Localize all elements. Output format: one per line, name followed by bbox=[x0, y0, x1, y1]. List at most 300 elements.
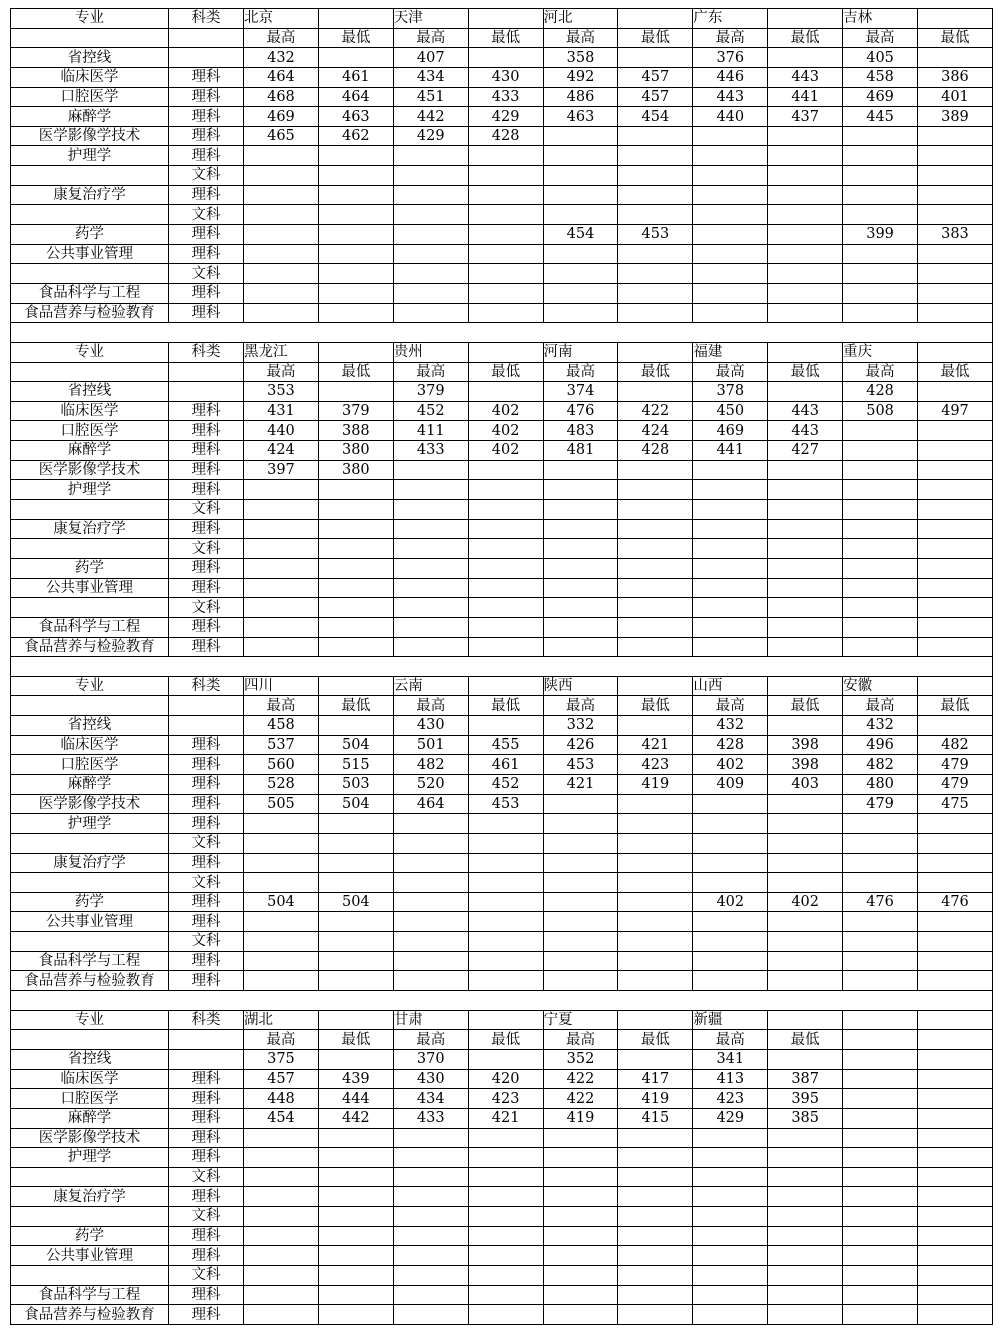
high-header: 最高 bbox=[543, 362, 618, 382]
score-cell bbox=[768, 126, 843, 146]
score-cell: 453 bbox=[468, 794, 543, 814]
score-cell: 437 bbox=[768, 107, 843, 127]
score-cell bbox=[543, 912, 618, 932]
score-cell: 443 bbox=[768, 401, 843, 421]
major-cell: 护理学 bbox=[11, 146, 169, 166]
score-cell bbox=[918, 1246, 993, 1266]
score-cell bbox=[843, 1285, 918, 1305]
score-cell bbox=[468, 500, 543, 520]
score-cell bbox=[318, 971, 393, 991]
score-cell: 439 bbox=[318, 1069, 393, 1089]
score-cell bbox=[543, 500, 618, 520]
column-header-major: 专业 bbox=[11, 1010, 169, 1030]
province-header-row bbox=[11, 1010, 993, 1030]
score-cell bbox=[843, 951, 918, 971]
score-cell: 479 bbox=[918, 774, 993, 794]
major-cell: 口腔医学 bbox=[11, 87, 169, 107]
score-cell bbox=[768, 1049, 843, 1069]
score-cell: 453 bbox=[618, 225, 693, 245]
major-cell bbox=[11, 873, 169, 893]
score-cell bbox=[543, 1167, 618, 1187]
score-cell bbox=[244, 264, 319, 284]
score-cell bbox=[768, 912, 843, 932]
score-cell bbox=[843, 1108, 918, 1128]
table-row bbox=[11, 401, 993, 421]
table-row bbox=[11, 1148, 993, 1168]
score-cell bbox=[918, 1207, 993, 1227]
score-cell bbox=[843, 1069, 918, 1089]
score-cell bbox=[918, 1128, 993, 1148]
score-cell bbox=[618, 814, 693, 834]
score-cell bbox=[318, 283, 393, 303]
score-cell bbox=[468, 1167, 543, 1187]
score-cell: 428 bbox=[468, 126, 543, 146]
province-header-row bbox=[11, 342, 993, 362]
low-header: 最低 bbox=[318, 696, 393, 716]
score-cell: 441 bbox=[768, 87, 843, 107]
score-cell bbox=[543, 892, 618, 912]
score-cell bbox=[918, 1148, 993, 1168]
score-cell bbox=[843, 1128, 918, 1148]
table-row bbox=[11, 441, 993, 461]
score-cell bbox=[693, 1266, 768, 1286]
score-cell: 431 bbox=[244, 401, 319, 421]
low-header: 最低 bbox=[618, 1030, 693, 1050]
score-cell bbox=[768, 873, 843, 893]
table-row bbox=[11, 1226, 993, 1246]
low-header: 最低 bbox=[468, 696, 543, 716]
score-cell: 388 bbox=[318, 421, 393, 441]
spacer-cell bbox=[768, 657, 843, 677]
score-cell bbox=[468, 932, 543, 952]
score-cell bbox=[318, 617, 393, 637]
province-header-blank bbox=[618, 676, 693, 696]
table-body bbox=[11, 9, 993, 1325]
score-cell bbox=[768, 853, 843, 873]
score-cell bbox=[244, 1266, 319, 1286]
major-cell bbox=[11, 598, 169, 618]
score-cell bbox=[693, 1187, 768, 1207]
high-header: 最高 bbox=[244, 362, 319, 382]
score-cell bbox=[843, 1207, 918, 1227]
score-cell bbox=[393, 932, 468, 952]
category-cell: 理科 bbox=[169, 460, 244, 480]
table-row bbox=[11, 814, 993, 834]
score-cell bbox=[618, 853, 693, 873]
table-row bbox=[11, 716, 993, 736]
spacer-cell bbox=[468, 323, 543, 343]
category-cell: 理科 bbox=[169, 951, 244, 971]
table-row bbox=[11, 480, 993, 500]
score-cell bbox=[543, 598, 618, 618]
score-cell: 508 bbox=[843, 401, 918, 421]
score-cell: 405 bbox=[843, 48, 918, 68]
major-cell: 医学影像学技术 bbox=[11, 126, 169, 146]
score-cell: 422 bbox=[543, 1069, 618, 1089]
score-cell: 464 bbox=[244, 67, 319, 87]
major-cell: 临床医学 bbox=[11, 1069, 169, 1089]
score-cell bbox=[693, 1246, 768, 1266]
score-cell bbox=[244, 637, 319, 657]
score-cell bbox=[318, 185, 393, 205]
score-cell bbox=[768, 1285, 843, 1305]
major-cell: 麻醉学 bbox=[11, 107, 169, 127]
province-header: 重庆 bbox=[843, 342, 918, 362]
column-header-category: 科类 bbox=[169, 9, 244, 29]
score-cell bbox=[618, 460, 693, 480]
major-cell bbox=[11, 1266, 169, 1286]
province-header-blank bbox=[918, 1010, 993, 1030]
major-cell bbox=[11, 205, 169, 225]
spacer-cell bbox=[318, 657, 393, 677]
score-cell bbox=[918, 264, 993, 284]
major-cell: 口腔医学 bbox=[11, 421, 169, 441]
score-cell bbox=[393, 1266, 468, 1286]
score-cell: 432 bbox=[693, 716, 768, 736]
score-cell bbox=[618, 716, 693, 736]
province-header-blank bbox=[468, 342, 543, 362]
score-cell bbox=[318, 951, 393, 971]
score-cell bbox=[318, 244, 393, 264]
spacer-cell bbox=[393, 657, 468, 677]
province-header: 陕西 bbox=[543, 676, 618, 696]
score-cell: 424 bbox=[244, 441, 319, 461]
score-cell bbox=[393, 578, 468, 598]
score-cell bbox=[618, 598, 693, 618]
high-header: 最高 bbox=[393, 1030, 468, 1050]
score-cell: 379 bbox=[393, 382, 468, 402]
subheader-blank bbox=[11, 696, 169, 716]
score-cell bbox=[918, 578, 993, 598]
category-cell: 文科 bbox=[169, 833, 244, 853]
score-cell bbox=[768, 1226, 843, 1246]
major-cell: 省控线 bbox=[11, 716, 169, 736]
score-cell: 457 bbox=[618, 87, 693, 107]
score-cell bbox=[393, 1207, 468, 1227]
major-cell: 护理学 bbox=[11, 1148, 169, 1168]
score-cell bbox=[693, 500, 768, 520]
score-cell: 520 bbox=[393, 774, 468, 794]
score-cell bbox=[768, 637, 843, 657]
spacer-cell bbox=[843, 323, 918, 343]
score-cell: 429 bbox=[468, 107, 543, 127]
score-cell bbox=[918, 303, 993, 323]
score-cell bbox=[244, 185, 319, 205]
score-cell bbox=[618, 146, 693, 166]
subheader-blank bbox=[11, 362, 169, 382]
score-cell bbox=[618, 185, 693, 205]
table-row bbox=[11, 185, 993, 205]
score-cell: 461 bbox=[468, 755, 543, 775]
score-cell bbox=[918, 539, 993, 559]
score-cell bbox=[393, 303, 468, 323]
score-cell: 352 bbox=[543, 1049, 618, 1069]
score-cell bbox=[393, 264, 468, 284]
score-cell bbox=[468, 1226, 543, 1246]
province-header-row bbox=[11, 9, 993, 29]
score-cell: 358 bbox=[543, 48, 618, 68]
category-cell: 理科 bbox=[169, 578, 244, 598]
score-cell bbox=[918, 1049, 993, 1069]
score-cell bbox=[318, 912, 393, 932]
score-cell bbox=[918, 833, 993, 853]
spacer-cell bbox=[768, 991, 843, 1011]
score-cell bbox=[918, 932, 993, 952]
score-cell: 423 bbox=[693, 1089, 768, 1109]
spacer-cell bbox=[244, 323, 319, 343]
score-cell bbox=[393, 1305, 468, 1325]
category-cell: 理科 bbox=[169, 774, 244, 794]
score-cell: 341 bbox=[693, 1049, 768, 1069]
score-cell bbox=[693, 932, 768, 952]
table-row bbox=[11, 421, 993, 441]
score-cell bbox=[693, 971, 768, 991]
score-cell: 411 bbox=[393, 421, 468, 441]
score-cell bbox=[693, 1226, 768, 1246]
category-cell: 文科 bbox=[169, 1266, 244, 1286]
province-header: 福建 bbox=[693, 342, 768, 362]
score-cell: 423 bbox=[468, 1089, 543, 1109]
score-cell: 428 bbox=[843, 382, 918, 402]
score-cell: 432 bbox=[244, 48, 319, 68]
major-cell: 医学影像学技术 bbox=[11, 460, 169, 480]
category-cell: 理科 bbox=[169, 303, 244, 323]
major-cell: 食品营养与检验教育 bbox=[11, 637, 169, 657]
score-cell bbox=[843, 853, 918, 873]
major-cell: 省控线 bbox=[11, 48, 169, 68]
major-cell: 食品科学与工程 bbox=[11, 283, 169, 303]
major-cell: 康复治疗学 bbox=[11, 185, 169, 205]
score-cell: 463 bbox=[318, 107, 393, 127]
score-cell bbox=[768, 283, 843, 303]
score-cell: 402 bbox=[468, 421, 543, 441]
score-cell bbox=[244, 519, 319, 539]
score-cell bbox=[543, 1128, 618, 1148]
province-header-blank bbox=[318, 342, 393, 362]
table-row bbox=[11, 146, 993, 166]
score-cell bbox=[244, 539, 319, 559]
score-cell bbox=[918, 814, 993, 834]
score-cell bbox=[393, 185, 468, 205]
score-cell bbox=[468, 1128, 543, 1148]
score-cell: 385 bbox=[768, 1108, 843, 1128]
category-cell: 理科 bbox=[169, 1187, 244, 1207]
score-cell bbox=[618, 1049, 693, 1069]
score-cell bbox=[768, 48, 843, 68]
spacer-cell bbox=[393, 991, 468, 1011]
score-cell bbox=[918, 146, 993, 166]
score-cell: 457 bbox=[244, 1069, 319, 1089]
table-row bbox=[11, 382, 993, 402]
score-cell bbox=[918, 244, 993, 264]
score-cell bbox=[393, 244, 468, 264]
score-cell bbox=[244, 205, 319, 225]
score-cell bbox=[468, 814, 543, 834]
province-header: 宁夏 bbox=[543, 1010, 618, 1030]
score-cell: 457 bbox=[618, 67, 693, 87]
high-header: 最高 bbox=[543, 28, 618, 48]
low-header: 最低 bbox=[318, 362, 393, 382]
score-cell bbox=[244, 500, 319, 520]
high-header: 最高 bbox=[393, 28, 468, 48]
score-cell bbox=[393, 833, 468, 853]
category-cell: 理科 bbox=[169, 1285, 244, 1305]
spacer-cell bbox=[543, 991, 618, 1011]
spacer-cell bbox=[318, 991, 393, 1011]
major-cell: 康复治疗学 bbox=[11, 519, 169, 539]
score-cell bbox=[768, 1246, 843, 1266]
major-cell: 护理学 bbox=[11, 480, 169, 500]
score-cell bbox=[618, 892, 693, 912]
spacer-cell bbox=[618, 991, 693, 1011]
high-header: 最高 bbox=[543, 1030, 618, 1050]
score-cell: 332 bbox=[543, 716, 618, 736]
score-cell bbox=[468, 1207, 543, 1227]
score-cell bbox=[843, 264, 918, 284]
score-cell bbox=[843, 1305, 918, 1325]
score-cell bbox=[468, 146, 543, 166]
subheader-blank bbox=[169, 1030, 244, 1050]
column-header-category: 科类 bbox=[169, 1010, 244, 1030]
score-cell bbox=[843, 244, 918, 264]
score-cell bbox=[618, 578, 693, 598]
score-cell bbox=[918, 1266, 993, 1286]
score-cell: 504 bbox=[318, 892, 393, 912]
province-header-blank bbox=[618, 1010, 693, 1030]
subheader-blank bbox=[11, 1030, 169, 1050]
score-cell bbox=[543, 1226, 618, 1246]
score-cell bbox=[393, 873, 468, 893]
score-cell: 492 bbox=[543, 67, 618, 87]
score-cell: 503 bbox=[318, 774, 393, 794]
table-row bbox=[11, 1069, 993, 1089]
low-header: 最低 bbox=[768, 696, 843, 716]
spacer-cell bbox=[693, 323, 768, 343]
score-cell bbox=[543, 1285, 618, 1305]
score-cell bbox=[244, 971, 319, 991]
score-cell bbox=[843, 283, 918, 303]
spacer-cell bbox=[768, 323, 843, 343]
score-cell bbox=[618, 932, 693, 952]
score-cell bbox=[318, 814, 393, 834]
high-low-header-row bbox=[11, 362, 993, 382]
table-row bbox=[11, 892, 993, 912]
score-cell bbox=[318, 500, 393, 520]
score-cell: 458 bbox=[244, 716, 319, 736]
score-cell bbox=[318, 833, 393, 853]
score-cell: 443 bbox=[768, 421, 843, 441]
score-cell bbox=[768, 166, 843, 186]
major-cell: 食品营养与检验教育 bbox=[11, 303, 169, 323]
score-cell: 444 bbox=[318, 1089, 393, 1109]
score-cell bbox=[768, 225, 843, 245]
province-header: 广东 bbox=[693, 9, 768, 29]
score-cell bbox=[543, 932, 618, 952]
score-cell bbox=[843, 1148, 918, 1168]
score-cell bbox=[693, 460, 768, 480]
province-header: 河南 bbox=[543, 342, 618, 362]
score-cell bbox=[468, 1246, 543, 1266]
score-cell: 421 bbox=[618, 735, 693, 755]
category-cell: 理科 bbox=[169, 1108, 244, 1128]
score-cell bbox=[693, 166, 768, 186]
category-cell: 理科 bbox=[169, 853, 244, 873]
score-cell bbox=[543, 480, 618, 500]
score-cell bbox=[543, 1305, 618, 1325]
major-cell: 临床医学 bbox=[11, 401, 169, 421]
score-cell bbox=[468, 382, 543, 402]
table-row bbox=[11, 244, 993, 264]
score-cell bbox=[244, 166, 319, 186]
low-header: 最低 bbox=[618, 28, 693, 48]
score-cell bbox=[843, 441, 918, 461]
major-cell: 口腔医学 bbox=[11, 755, 169, 775]
category-cell: 理科 bbox=[169, 637, 244, 657]
score-cell: 419 bbox=[618, 774, 693, 794]
score-cell bbox=[543, 637, 618, 657]
score-cell: 469 bbox=[244, 107, 319, 127]
score-cell bbox=[918, 421, 993, 441]
score-cell bbox=[918, 912, 993, 932]
score-cell: 454 bbox=[543, 225, 618, 245]
province-header: 新疆 bbox=[693, 1010, 768, 1030]
score-cell bbox=[618, 912, 693, 932]
category-cell: 文科 bbox=[169, 873, 244, 893]
score-cell: 476 bbox=[843, 892, 918, 912]
score-cell bbox=[244, 853, 319, 873]
category-cell: 理科 bbox=[169, 912, 244, 932]
major-cell: 麻醉学 bbox=[11, 774, 169, 794]
score-cell: 380 bbox=[318, 441, 393, 461]
low-header: 最低 bbox=[468, 362, 543, 382]
score-cell: 429 bbox=[693, 1108, 768, 1128]
score-cell bbox=[693, 1167, 768, 1187]
score-cell: 461 bbox=[318, 67, 393, 87]
score-cell bbox=[543, 833, 618, 853]
score-cell bbox=[468, 205, 543, 225]
low-header: 最低 bbox=[618, 362, 693, 382]
score-cell bbox=[543, 1207, 618, 1227]
score-cell bbox=[693, 303, 768, 323]
score-cell bbox=[843, 500, 918, 520]
score-cell bbox=[393, 480, 468, 500]
score-cell: 420 bbox=[468, 1069, 543, 1089]
major-cell bbox=[11, 932, 169, 952]
score-cell bbox=[768, 578, 843, 598]
score-cell: 409 bbox=[693, 774, 768, 794]
score-cell bbox=[244, 303, 319, 323]
score-cell: 407 bbox=[393, 48, 468, 68]
score-cell: 419 bbox=[618, 1089, 693, 1109]
score-cell bbox=[693, 1285, 768, 1305]
score-cell: 469 bbox=[843, 87, 918, 107]
score-cell bbox=[843, 146, 918, 166]
score-cell bbox=[693, 539, 768, 559]
score-cell bbox=[618, 794, 693, 814]
score-cell bbox=[768, 500, 843, 520]
score-cell bbox=[768, 382, 843, 402]
score-cell bbox=[543, 185, 618, 205]
major-cell: 省控线 bbox=[11, 382, 169, 402]
score-cell bbox=[618, 283, 693, 303]
spacer-cell bbox=[618, 323, 693, 343]
score-cell bbox=[393, 951, 468, 971]
spacer-cell bbox=[169, 657, 244, 677]
score-cell bbox=[543, 971, 618, 991]
score-cell bbox=[468, 853, 543, 873]
province-header: 云南 bbox=[393, 676, 468, 696]
score-cell: 383 bbox=[918, 225, 993, 245]
